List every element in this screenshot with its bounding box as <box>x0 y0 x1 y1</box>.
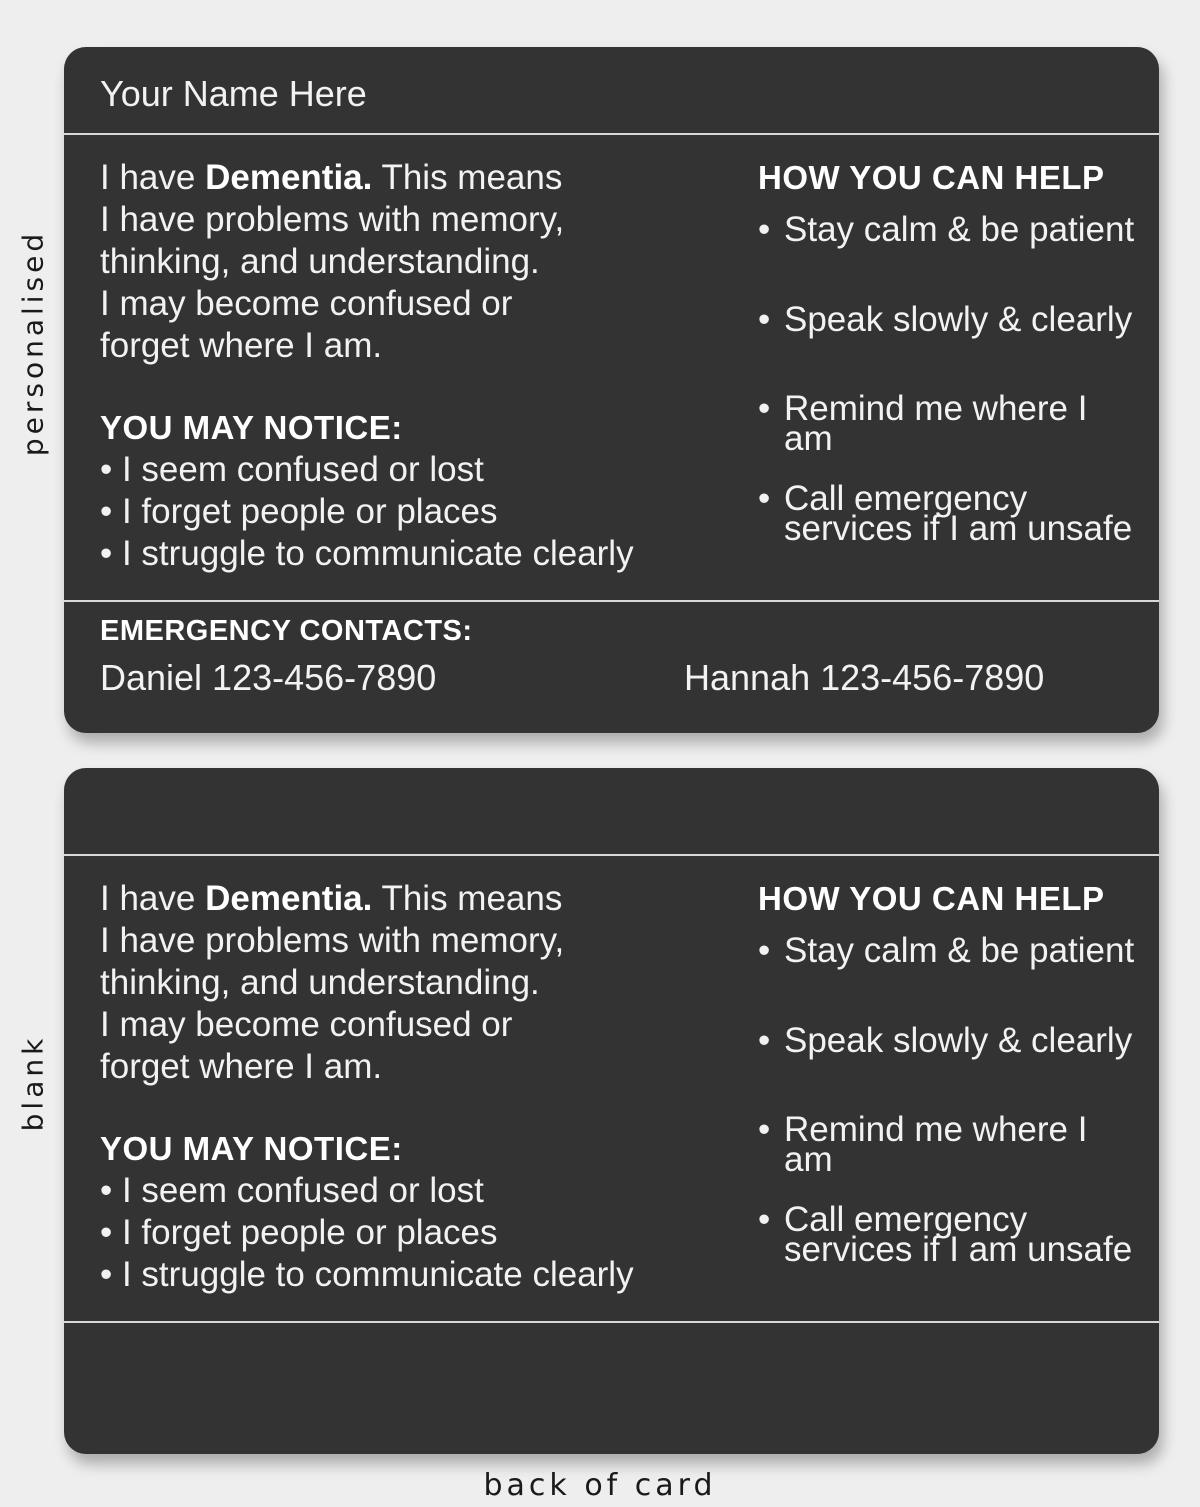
help-item: • Call emergency services if I am unsafe <box>758 1205 1144 1265</box>
header-divider <box>64 133 1159 135</box>
notice-item: • I struggle to communicate clearly <box>100 533 634 575</box>
emergency-contacts-heading: EMERGENCY CONTACTS: <box>100 615 473 647</box>
blank-card <box>64 768 1159 1454</box>
intro-prefix: I have <box>100 158 206 197</box>
notice-list <box>100 1170 634 1296</box>
intro-bold: Dementia. <box>205 879 373 918</box>
personalised-card <box>64 47 1159 733</box>
intro-line: I may become confused or <box>100 1005 513 1044</box>
intro-rest: This means <box>372 158 563 197</box>
notice-item: • I struggle to communicate clearly <box>100 1254 634 1296</box>
help-heading: HOW YOU CAN HELP <box>758 159 1105 196</box>
help-item: • Remind me where I am <box>758 394 1144 454</box>
help-item: • Remind me where I am <box>758 1115 1144 1175</box>
intro-line: thinking, and understanding. <box>100 963 540 1002</box>
notice-item: • I forget people or places <box>100 491 634 533</box>
help-item: • Speak slowly & clearly <box>758 305 1144 335</box>
personalised-label: personalised <box>16 229 50 457</box>
notice-item: • I forget people or places <box>100 1212 634 1254</box>
back-of-card-caption: back of card <box>483 1468 717 1503</box>
intro-line: I have problems with memory, <box>100 200 565 239</box>
help-item: • Call emergency services if I am unsafe <box>758 484 1144 544</box>
help-heading: HOW YOU CAN HELP <box>758 880 1105 917</box>
intro-line: thinking, and understanding. <box>100 242 540 281</box>
card-holder-name: Your Name Here <box>100 73 367 114</box>
notice-item: • I seem confused or lost <box>100 449 634 491</box>
intro-rest: This means <box>372 879 563 918</box>
intro-prefix: I have <box>100 879 206 918</box>
header-divider <box>64 854 1159 856</box>
intro-line: I have problems with memory, <box>100 921 565 960</box>
intro-line: forget where I am. <box>100 326 383 365</box>
footer-divider <box>64 600 1159 602</box>
notice-heading: YOU MAY NOTICE: <box>100 1130 403 1167</box>
help-item: • Stay calm & be patient <box>758 215 1144 245</box>
intro-line: forget where I am. <box>100 1047 383 1086</box>
intro-line: I may become confused or <box>100 284 513 323</box>
help-item: • Speak slowly & clearly <box>758 1026 1144 1056</box>
dementia-statement <box>100 157 720 367</box>
notice-heading: YOU MAY NOTICE: <box>100 409 403 446</box>
blank-label: blank <box>16 1034 50 1132</box>
notice-item: • I seem confused or lost <box>100 1170 634 1212</box>
dementia-statement <box>100 878 720 1088</box>
emergency-contact: Daniel 123-456-7890 <box>100 657 437 698</box>
help-item: • Stay calm & be patient <box>758 936 1144 966</box>
intro-bold: Dementia. <box>205 158 373 197</box>
notice-list <box>100 449 634 575</box>
emergency-contact: Hannah 123-456-7890 <box>684 657 1045 698</box>
footer-divider <box>64 1321 1159 1323</box>
